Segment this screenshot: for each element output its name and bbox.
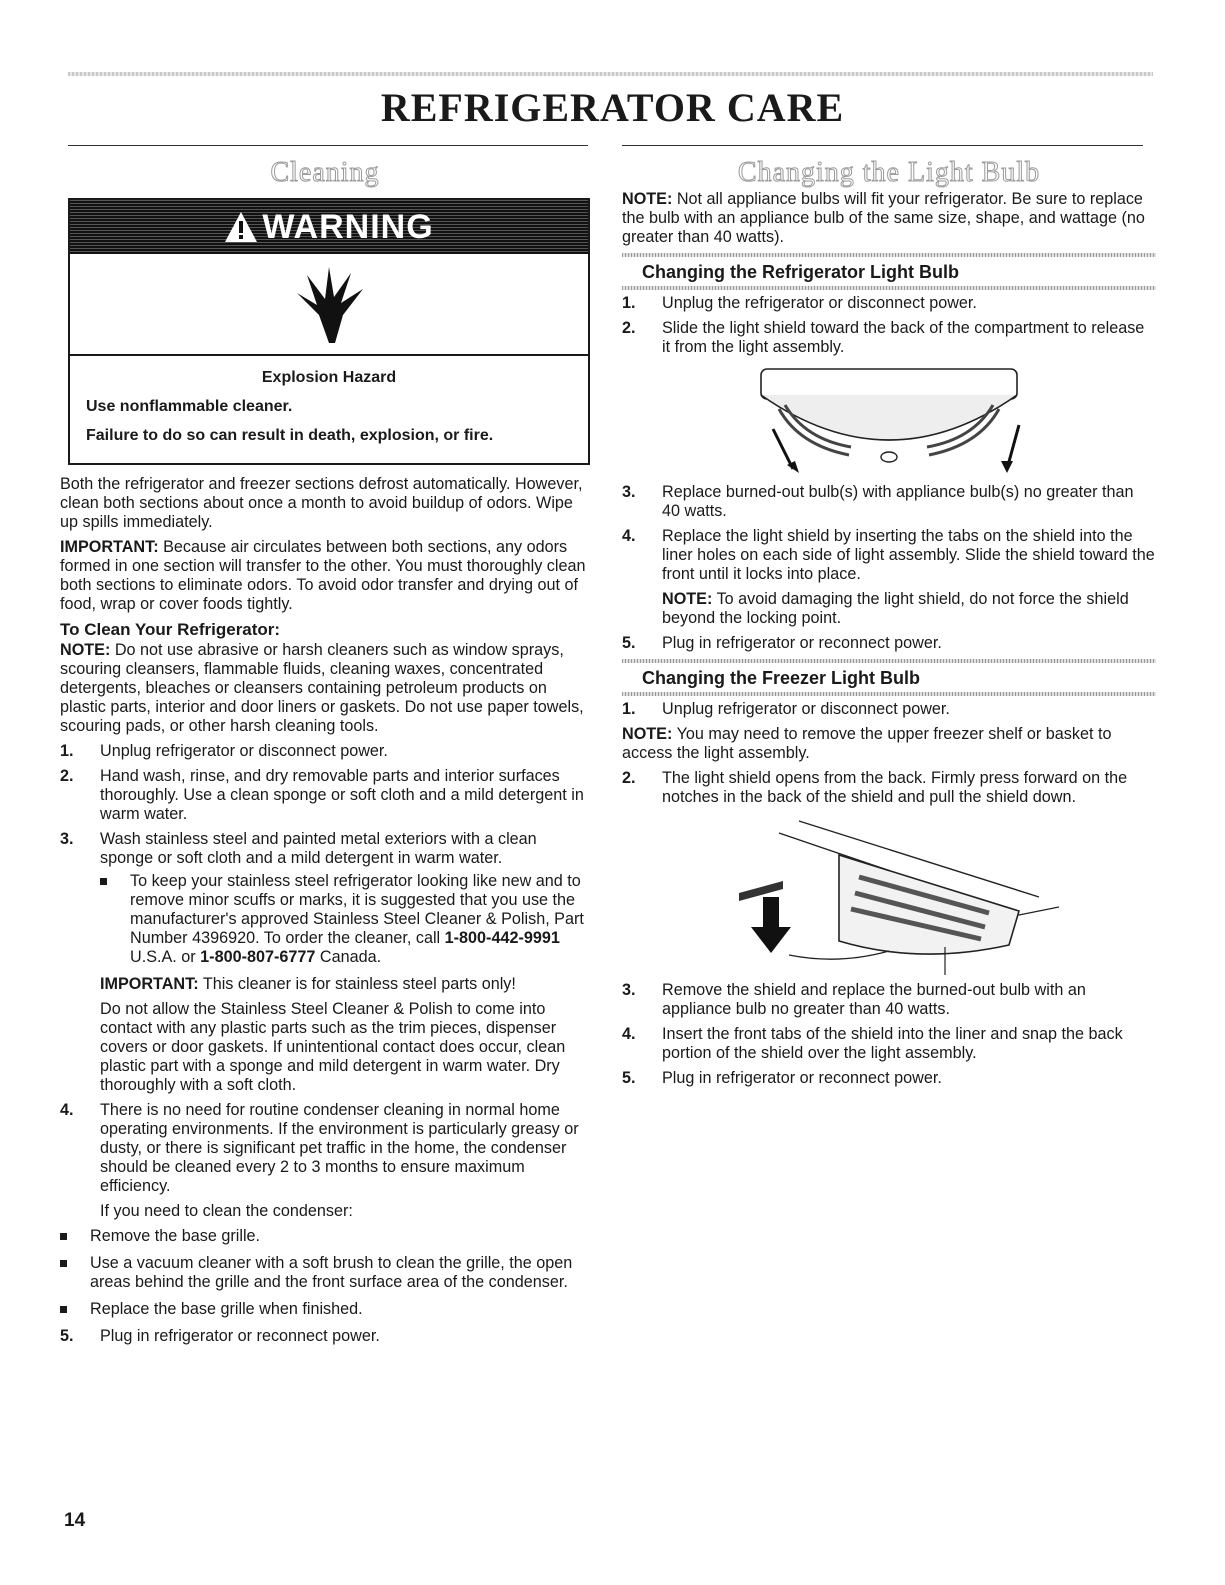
us-label: U.S.A. or bbox=[130, 948, 201, 966]
important-paragraph-2 bbox=[100, 975, 590, 994]
bullet-remove-grille: Remove the base grille. bbox=[60, 1227, 590, 1246]
cleaning-steps bbox=[60, 742, 590, 1221]
fridge-step-2 bbox=[622, 319, 1156, 357]
light-bulb-section-title: Changing the Light Bulb bbox=[737, 157, 1041, 188]
bullet-vacuum: Use a vacuum cleaner with a soft brush to clean the grille, the open areas behind the grille and the front surface area of the condenser. bbox=[60, 1254, 590, 1292]
step-number: 5. bbox=[60, 1327, 74, 1345]
step-number: 1. bbox=[622, 700, 636, 718]
condenser-intro: If you need to clean the condenser: bbox=[100, 1202, 353, 1220]
warning-line-1: Use nonflammable cleaner. bbox=[86, 398, 293, 415]
phone-us: 1-800-442-9991 bbox=[444, 929, 560, 947]
cleaning-note bbox=[60, 641, 590, 736]
step-text: Slide the light shield toward the back of the compartment to release it from the light assembly. bbox=[662, 319, 1145, 356]
step-text: Unplug refrigerator or disconnect power. bbox=[100, 742, 388, 760]
step-number: 4. bbox=[622, 1025, 636, 1043]
cleaning-section-title: Cleaning bbox=[270, 157, 380, 188]
divider bbox=[622, 253, 1156, 257]
freezer-bulb-steps-2 bbox=[622, 769, 1156, 807]
phone-canada: 1-800-807-6777 bbox=[200, 948, 316, 966]
freezer-shield-illustration bbox=[719, 815, 1059, 975]
fridge-step-3 bbox=[622, 483, 1156, 521]
cleaning-step-4 bbox=[60, 1101, 590, 1221]
fridge-bulb-steps-cont bbox=[622, 483, 1156, 653]
step-number: 5. bbox=[622, 634, 636, 652]
step-number: 2. bbox=[622, 319, 636, 337]
top-rule bbox=[68, 72, 1153, 76]
freezer-step-2 bbox=[622, 769, 1156, 807]
divider bbox=[622, 286, 1156, 290]
cleaning-column bbox=[60, 146, 590, 1352]
bullet-replace-grille: Replace the base grille when finished. bbox=[60, 1300, 590, 1319]
step-text: Wash stainless steel and painted metal exteriors with a clean sponge or soft cloth and a mild detergent in warm water. bbox=[100, 830, 537, 867]
step-text: Plug in refrigerator or reconnect power. bbox=[100, 1327, 380, 1345]
warning-body bbox=[70, 356, 588, 463]
page-number: 14 bbox=[64, 1510, 86, 1531]
important-label: IMPORTANT: bbox=[60, 538, 159, 556]
step-text: Replace burned-out bulb(s) with appliance bulb(s) no greater than 40 watts. bbox=[662, 483, 1134, 520]
warning-box bbox=[68, 198, 590, 465]
stainless-bullets bbox=[100, 872, 590, 967]
step-number: 4. bbox=[60, 1101, 74, 1119]
step-number: 3. bbox=[60, 830, 74, 848]
freezer-step-3 bbox=[622, 981, 1156, 1019]
canada-label: Canada. bbox=[315, 948, 382, 966]
step-number: 1. bbox=[60, 742, 74, 760]
warning-triangle-icon bbox=[224, 211, 258, 243]
fridge-step-1 bbox=[622, 294, 1156, 313]
note-text: Do not use abrasive or harsh cleaners such as window sprays, scouring cleansers, flammable fluids, cleaning waxes, concentrated detergents, bleaches or cleansers containing petroleum products on plastic parts, interior and door liners or gaskets. Do not use paper towels, scouring pads, or other harsh cleaning tools. bbox=[60, 641, 584, 735]
step-number: 2. bbox=[60, 767, 74, 785]
step-number: 4. bbox=[622, 527, 636, 545]
step-text: Remove the shield and replace the burned-out bulb with an appliance bulb no greater than 40 watts. bbox=[662, 981, 1086, 1018]
cleaning-step-3 bbox=[60, 830, 590, 1095]
step-text: The light shield opens from the back. Firmly press forward on the notches in the back of the shield and pull the shield down. bbox=[662, 769, 1128, 806]
freezer-bulb-steps-3 bbox=[622, 981, 1156, 1088]
step-text: Unplug refrigerator or disconnect power. bbox=[662, 700, 950, 718]
warning-line-2: Failure to do so can result in death, explosion, or fire. bbox=[86, 427, 494, 444]
step-number: 2. bbox=[622, 769, 636, 787]
light-shield-illustration bbox=[739, 365, 1039, 477]
cleaning-steps-end bbox=[60, 1327, 590, 1346]
bullet-text: To keep your stainless steel refrigerator looking like new and to remove minor scuffs or marks, it is suggested that you use the manufacturer's approved Stainless Steel Cleaner & Polish, Part Number 4396920. To order the cleaner, call bbox=[130, 872, 584, 947]
fridge-step-4-note bbox=[662, 590, 1156, 628]
cleaning-step-2 bbox=[60, 767, 590, 824]
cleaning-step-5 bbox=[60, 1327, 590, 1346]
step-text: Replace the light shield by inserting the tabs on the shield into the liner holes on each side of light assembly. Slide the shield toward the front until it locks into place. bbox=[662, 527, 1155, 583]
warning-icon-area bbox=[70, 254, 588, 356]
step-text: There is no need for routine condenser cleaning in normal home operating environments. If the environment is particularly greasy or dusty, or there is significant pet traffic in the home, the condenser should be cleaned every 2 to 3 months to ensure maximum efficiency. bbox=[100, 1101, 579, 1195]
freezer-bulb-steps bbox=[622, 700, 1156, 719]
note-text: Not all appliance bulbs will fit your refrigerator. Be sure to replace the bulb with an appliance bulb of the same size, shape, and wattage (no greater than 40 watts). bbox=[622, 190, 1145, 246]
fridge-step-4 bbox=[622, 527, 1156, 628]
important-paragraph-1 bbox=[60, 538, 590, 614]
fridge-step-5 bbox=[622, 634, 1156, 653]
freezer-note bbox=[622, 725, 1156, 763]
important-label: IMPORTANT: bbox=[100, 975, 199, 993]
light-bulb-column bbox=[622, 146, 1156, 1094]
fridge-bulb-title: Changing the Refrigerator Light Bulb bbox=[642, 262, 959, 282]
step-text: Hand wash, rinse, and dry removable parts and interior surfaces thoroughly. Use a clean sponge or soft cloth and a mild detergent in warm water. bbox=[100, 767, 584, 823]
note-label: NOTE: bbox=[622, 725, 673, 743]
step-text: Insert the front tabs of the shield into the liner and snap the back portion of the shield over the light assembly. bbox=[662, 1025, 1123, 1062]
clean-heading: To Clean Your Refrigerator: bbox=[60, 620, 281, 639]
divider bbox=[622, 659, 1156, 663]
cleaning-intro: Both the refrigerator and freezer sections defrost automatically. However, clean both sections about once a month to avoid buildup of odors. Wipe up spills immediately. bbox=[60, 475, 583, 531]
warning-header bbox=[70, 200, 588, 254]
fridge-light-illustration bbox=[622, 365, 1156, 477]
note-text: To avoid damaging the light shield, do not force the shield beyond the locking point. bbox=[662, 590, 1129, 627]
step-text: Plug in refrigerator or reconnect power. bbox=[662, 634, 942, 652]
step-number: 3. bbox=[622, 483, 636, 501]
bullet-stainless bbox=[100, 872, 590, 967]
freezer-light-illustration bbox=[622, 815, 1156, 975]
step-text: Unplug the refrigerator or disconnect power. bbox=[662, 294, 977, 312]
note-label: NOTE: bbox=[622, 190, 673, 208]
condenser-bullets bbox=[60, 1227, 590, 1319]
freezer-step-5 bbox=[622, 1069, 1156, 1088]
explosion-icon bbox=[289, 263, 369, 345]
stainless-paragraph: Do not allow the Stainless Steel Cleaner & Polish to come into contact with any plastic parts such as the trim pieces, dispenser covers or door gaskets. If unintentional contact does occur, clean plastic part with a sponge and mild detergent in warm water. Dry thoroughly with a soft cloth. bbox=[100, 1000, 566, 1094]
note-label: NOTE: bbox=[60, 641, 111, 659]
light-bulb-note bbox=[622, 190, 1156, 247]
freezer-bulb-title: Changing the Freezer Light Bulb bbox=[642, 668, 920, 688]
note-label: NOTE: bbox=[662, 590, 713, 608]
important-text: This cleaner is for stainless steel parts only! bbox=[198, 975, 516, 993]
freezer-step-4 bbox=[622, 1025, 1156, 1063]
step-number: 1. bbox=[622, 294, 636, 312]
note-text: You may need to remove the upper freezer shelf or basket to access the light assembly. bbox=[622, 725, 1112, 762]
fridge-bulb-steps bbox=[622, 294, 1156, 357]
page-title: REFRIGERATOR CARE bbox=[380, 85, 845, 130]
warning-header-label: WARNING bbox=[262, 207, 434, 246]
step-text: Plug in refrigerator or reconnect power. bbox=[662, 1069, 942, 1087]
step-number: 3. bbox=[622, 981, 636, 999]
divider bbox=[622, 692, 1156, 696]
important-text: Because air circulates between both sections, any odors formed in one section will transfer to the other. You must thoroughly clean both sections to eliminate odors. To avoid odor transfer and drying out of food, wrap or cover foods tightly. bbox=[60, 538, 586, 613]
step-number: 5. bbox=[622, 1069, 636, 1087]
warning-hazard: Explosion Hazard bbox=[261, 369, 397, 386]
freezer-step-1 bbox=[622, 700, 1156, 719]
cleaning-step-1 bbox=[60, 742, 590, 761]
